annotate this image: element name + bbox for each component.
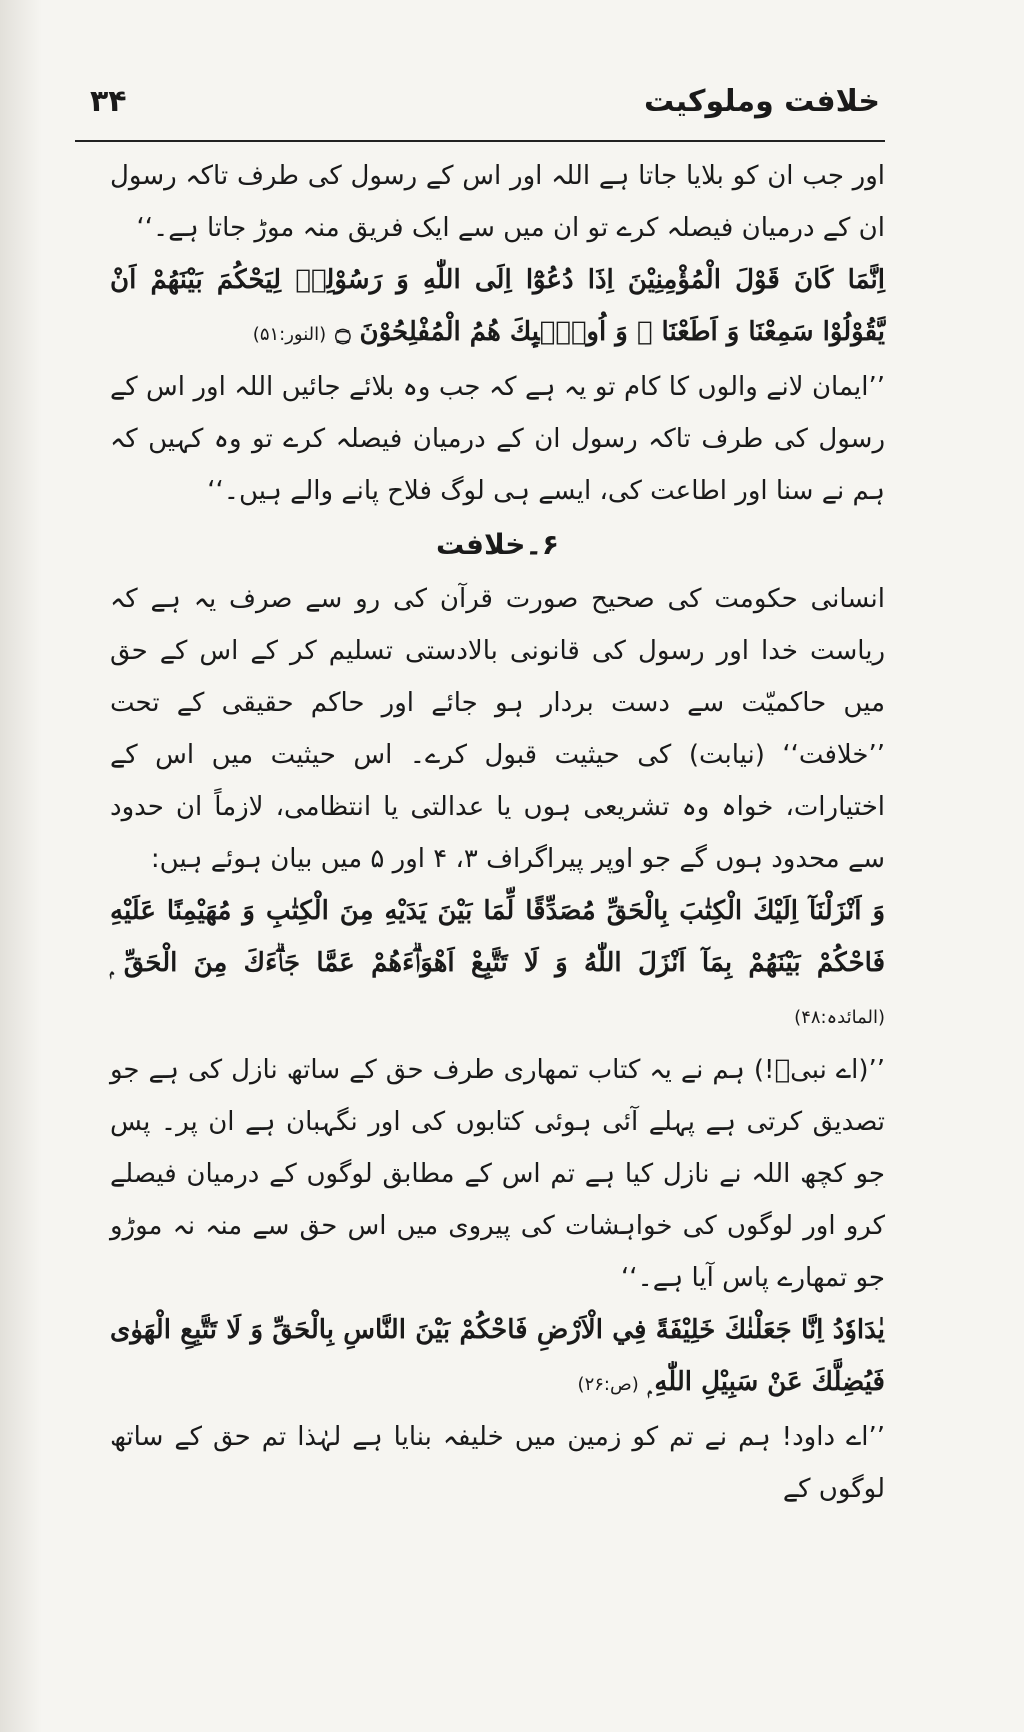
verse-1-citation: (النور:۵۱) <box>252 324 327 345</box>
paragraph-4: ’’(اے نبیؐ!) ہم نے یہ کتاب تمھاری طرف حق کے ساتھ نازل کی ہے جو تصدیق کرتی ہے پہلے آئی ہوئی کتابوں کی اور نگہبان ہے ان پر۔ پس جو کچھ اللہ نے نازل کیا ہے تم اس کے مطابق لوگوں کے درمیان فیصلے کرو اور لوگوں کی خواہشات کی پیروی میں اس حق سے منہ نہ موڑو جو تمھارے پاس آیا ہے۔‘‘ <box>110 1055 885 1293</box>
paragraph-1: اور جب ان کو بلایا جاتا ہے اللہ اور اس کے رسول کی طرف تاکہ رسول ان کے درمیان فیصلہ کرے تو ان میں سے ایک فریق منہ موڑ جاتا ہے۔‘‘ <box>110 161 885 243</box>
verse-3-citation: (ص:۲۶) <box>577 1374 639 1395</box>
header-divider <box>75 140 885 142</box>
quran-verse-3 <box>110 1304 885 1411</box>
quran-verse-1 <box>110 254 885 361</box>
paragraph-5: ’’اے داود! ہم نے تم کو زمین میں خلیفہ بنایا ہے لہٰذا تم حق کے ساتھ لوگوں کے <box>110 1422 885 1504</box>
section-heading: ۶۔خلافت <box>436 528 559 561</box>
verse-1-text: اِنَّمَا كَانَ قَوْلَ الْمُؤْمِنِيْنَ اِذَا دُعُوْٓا اِلَى اللّٰهِ وَ رَسُوْلِهٖ لِيَحْكُمَ بَيْنَهُمْ اَنْ يَّقُوْلُوْا سَمِعْنَا وَ اَطَعْنَا ۭ وَ اُولٰۗىِٕكَ هُمُ الْمُفْلِحُوْنَ ۝ <box>110 265 885 347</box>
page-number: ۳۴ <box>90 84 127 119</box>
quran-verse-2 <box>110 885 885 1044</box>
running-title: خلافت وملوکیت <box>644 84 880 119</box>
verse-2-text: وَ اَنْزَلْنَآ اِلَيْكَ الْكِتٰبَ بِالْحَقِّ مُصَدِّقًا لِّمَا بَيْنَ يَدَيْهِ مِنَ الْكِتٰبِ وَ مُهَيْمِنًا عَلَيْهِ فَاحْكُمْ بَيْنَهُمْ بِمَآ اَنْزَلَ اللّٰهُ وَ لَا تَتَّبِعْ اَهْوَاۗءَهُمْ عَمَّا جَاۗءَكَ مِنَ الْحَقِّ ۭ <box>110 896 885 978</box>
verse-3-text: يٰدَاوٗدُ اِنَّا جَعَلْنٰكَ خَلِيْفَةً فِي الْاَرْضِ فَاحْكُمْ بَيْنَ النَّاسِ بِالْحَقِّ وَ لَا تَتَّبِعِ الْهَوٰى فَيُضِلَّكَ عَنْ سَبِيْلِ اللّٰهِ ۭ <box>110 1315 885 1397</box>
paragraph-3: انسانی حکومت کی صحیح صورت قرآن کی رو سے صرف یہ ہے کہ ریاست خدا اور رسول کی قانونی بالادستی تسلیم کر کے اس کے حق میں حاکمیّت سے دست بردار ہو جائے اور حاکم حقیقی کے تحت ’’خلافت‘‘ (نیابت) کی حیثیت قبول کرے۔ اس حیثیت میں اس کے اختیارات، خواہ وہ تشریعی ہوں یا عدالتی یا انتظامی، لازماً ان حدود سے محدود ہوں گے جو اوپر پیراگراف ۳، ۴ اور ۵ میں بیان ہوئے ہیں: <box>110 584 885 874</box>
page-header <box>70 78 880 140</box>
verse-2-citation: (المائدہ:۴۸) <box>794 1007 885 1028</box>
paragraph-2: ’’ایمان لانے والوں کا کام تو یہ ہے کہ جب وہ بلائے جائیں اللہ اور اس کے رسول کی طرف تاکہ رسول ان کے درمیان فیصلہ کرے تو وہ کہیں کہ ہم نے سنا اور اطاعت کی، ایسے ہی لوگ فلاح پانے والے ہیں۔‘‘ <box>110 372 885 506</box>
page-body <box>110 150 885 1515</box>
